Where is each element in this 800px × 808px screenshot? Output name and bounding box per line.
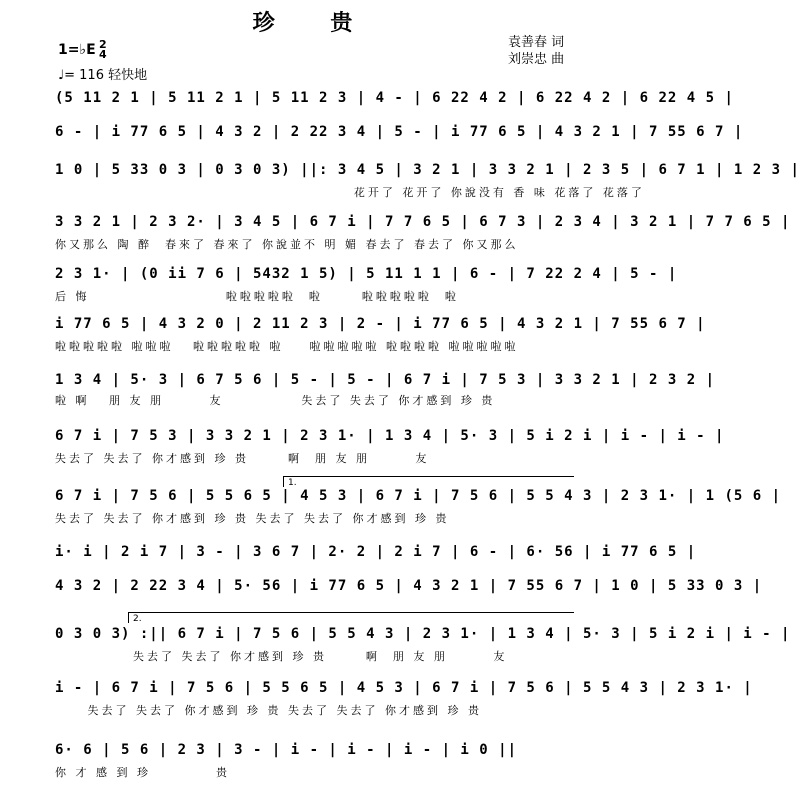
lyricist-credit: 袁善春 词 bbox=[508, 35, 565, 50]
credits bbox=[508, 34, 564, 68]
row-lyric: 后 悔 啦啦啦啦啦 啦 啦啦啦啦啦 啦 bbox=[55, 290, 459, 303]
row-lyric: 失去了 失去了 你才感到 珍 贵 失去了 失去了 你才感到 珍 贵 bbox=[55, 704, 482, 717]
row-lyric: 花开了 花开了 你說没有 香 味 花落了 花落了 bbox=[55, 186, 645, 199]
notation-row bbox=[55, 428, 725, 448]
volta-second: 2. bbox=[128, 612, 574, 623]
row-notes: 1 3 4 | 5· 3 | 6 7 5 6 | 5 - | 5 - | 6 7 i | 7 5 3 | 3 3 2 1 | 2 3 2 | bbox=[55, 372, 716, 388]
row-lyric: 失去了 失去了 你才感到 珍 贵 失去了 失去了 你才感到 珍 贵 bbox=[55, 512, 450, 525]
notation-row bbox=[55, 90, 734, 110]
composer-credit: 刘崇忠 曲 bbox=[508, 52, 565, 67]
row-lyric: 啦啦啦啦啦 啦啦啦 啦啦啦啦啦 啦 啦啦啦啦啦 啦啦啦啦 啦啦啦啦啦 bbox=[55, 340, 519, 353]
row-lyric: 失去了 失去了 你才感到 珍 贵 啊 朋 友 朋 友 bbox=[55, 650, 508, 663]
row-notes: 2 3 1· | (0 ii 7 6 | 5432 1 5) | 5 11 1 1 | 6 - | 7 22 2 4 | 5 - | bbox=[55, 266, 678, 282]
volta-first: 1. bbox=[283, 476, 574, 487]
notation-row bbox=[55, 266, 678, 286]
row-notes: 3 3 2 1 | 2 3 2· | 3 4 5 | 6 7 i | 7 7 6 5 | 6 7 3 | 2 3 4 | 3 2 1 | 7 7 6 5 | bbox=[55, 214, 791, 230]
row-notes: 6· 6 | 5 6 | 2 3 | 3 - | i - | i - | i - | i 0 || bbox=[55, 742, 518, 758]
row-notes: i - | 6 7 i | 7 5 6 | 5 5 6 5 | 4 5 3 | 6 7 i | 7 5 6 | 5 5 4 3 | 2 3 1· | bbox=[55, 680, 753, 696]
row-lyric: 失去了 失去了 你才感到 珍 贵 啊 朋 友 朋 友 bbox=[55, 452, 430, 465]
row-lyric: 你又那么 陶 醉 春來了 春來了 你說並不 明 媚 春去了 春去了 你又那么 bbox=[55, 238, 519, 251]
row-notes: 6 - | i 77 6 5 | 4 3 2 | 2 22 3 4 | 5 - | i 77 6 5 | 4 3 2 1 | 7 55 6 7 | bbox=[55, 124, 744, 140]
notation-row bbox=[55, 488, 782, 508]
song-title: 珍 贵 bbox=[252, 10, 377, 36]
row-lyric: 啦 啊 朋 友 朋 友 失去了 失去了 你才感到 珍 贵 bbox=[55, 394, 496, 407]
notation-row bbox=[55, 544, 697, 564]
row-notes: 1 0 | 5 33 0 3 | 0 3 0 3) ||: 3 4 5 | 3 2 1 | 3 3 2 1 | 2 3 5 | 6 7 1 | 1 2 3 | bbox=[55, 162, 800, 178]
key-signature: 1=♭E bbox=[58, 42, 96, 58]
row-lyric: 你 才 感 到 珍 贵 bbox=[55, 766, 230, 779]
time-top: 2 bbox=[99, 38, 107, 51]
row-notes: 4 3 2 | 2 22 3 4 | 5· 56 | i 77 6 5 | 4 3 2 1 | 7 55 6 7 | 1 0 | 5 33 0 3 | bbox=[55, 578, 763, 594]
row-notes: 6 7 i | 7 5 3 | 3 3 2 1 | 2 3 1· | 1 3 4 | 5· 3 | 5 i 2 i | i - | i - | bbox=[55, 428, 725, 444]
notation-row bbox=[55, 372, 716, 392]
row-notes: i· i | 2 i 7 | 3 - | 3 6 7 | 2· 2 | 2 i 7 | 6 - | 6· 56 | i 77 6 5 | bbox=[55, 544, 697, 560]
row-notes: i 77 6 5 | 4 3 2 0 | 2 11 2 3 | 2 - | i 77 6 5 | 4 3 2 1 | 7 55 6 7 | bbox=[55, 316, 706, 332]
notation-row bbox=[55, 162, 800, 182]
notation-row bbox=[55, 742, 575, 762]
notation-row bbox=[55, 626, 791, 646]
notation-row bbox=[55, 680, 753, 700]
row-notes: (5 11 2 1 | 5 11 2 1 | 5 11 2 3 | 4 - | 6 22 4 2 | 6 22 4 2 | 6 22 4 5 | bbox=[55, 90, 734, 106]
row-notes: 0 3 0 3) :|| 6 7 i | 7 5 6 | 5 5 4 3 | 2 3 1· | 1 3 4 | 5· 3 | 5 i 2 i | i - | bbox=[55, 626, 791, 642]
notation-row bbox=[55, 214, 791, 234]
tempo-marking: ♩= 116 轻快地 bbox=[58, 68, 148, 83]
time-bottom: 4 bbox=[99, 48, 107, 61]
row-notes: 6 7 i | 7 5 6 | 5 5 6 5 | 4 5 3 | 6 7 i | 7 5 6 | 5 5 4 3 | 2 3 1· | 1 (5 6 | bbox=[55, 488, 782, 504]
notation-row bbox=[55, 578, 763, 598]
notation-row bbox=[55, 124, 744, 144]
time-signature bbox=[99, 40, 107, 60]
notation-row bbox=[55, 316, 706, 336]
